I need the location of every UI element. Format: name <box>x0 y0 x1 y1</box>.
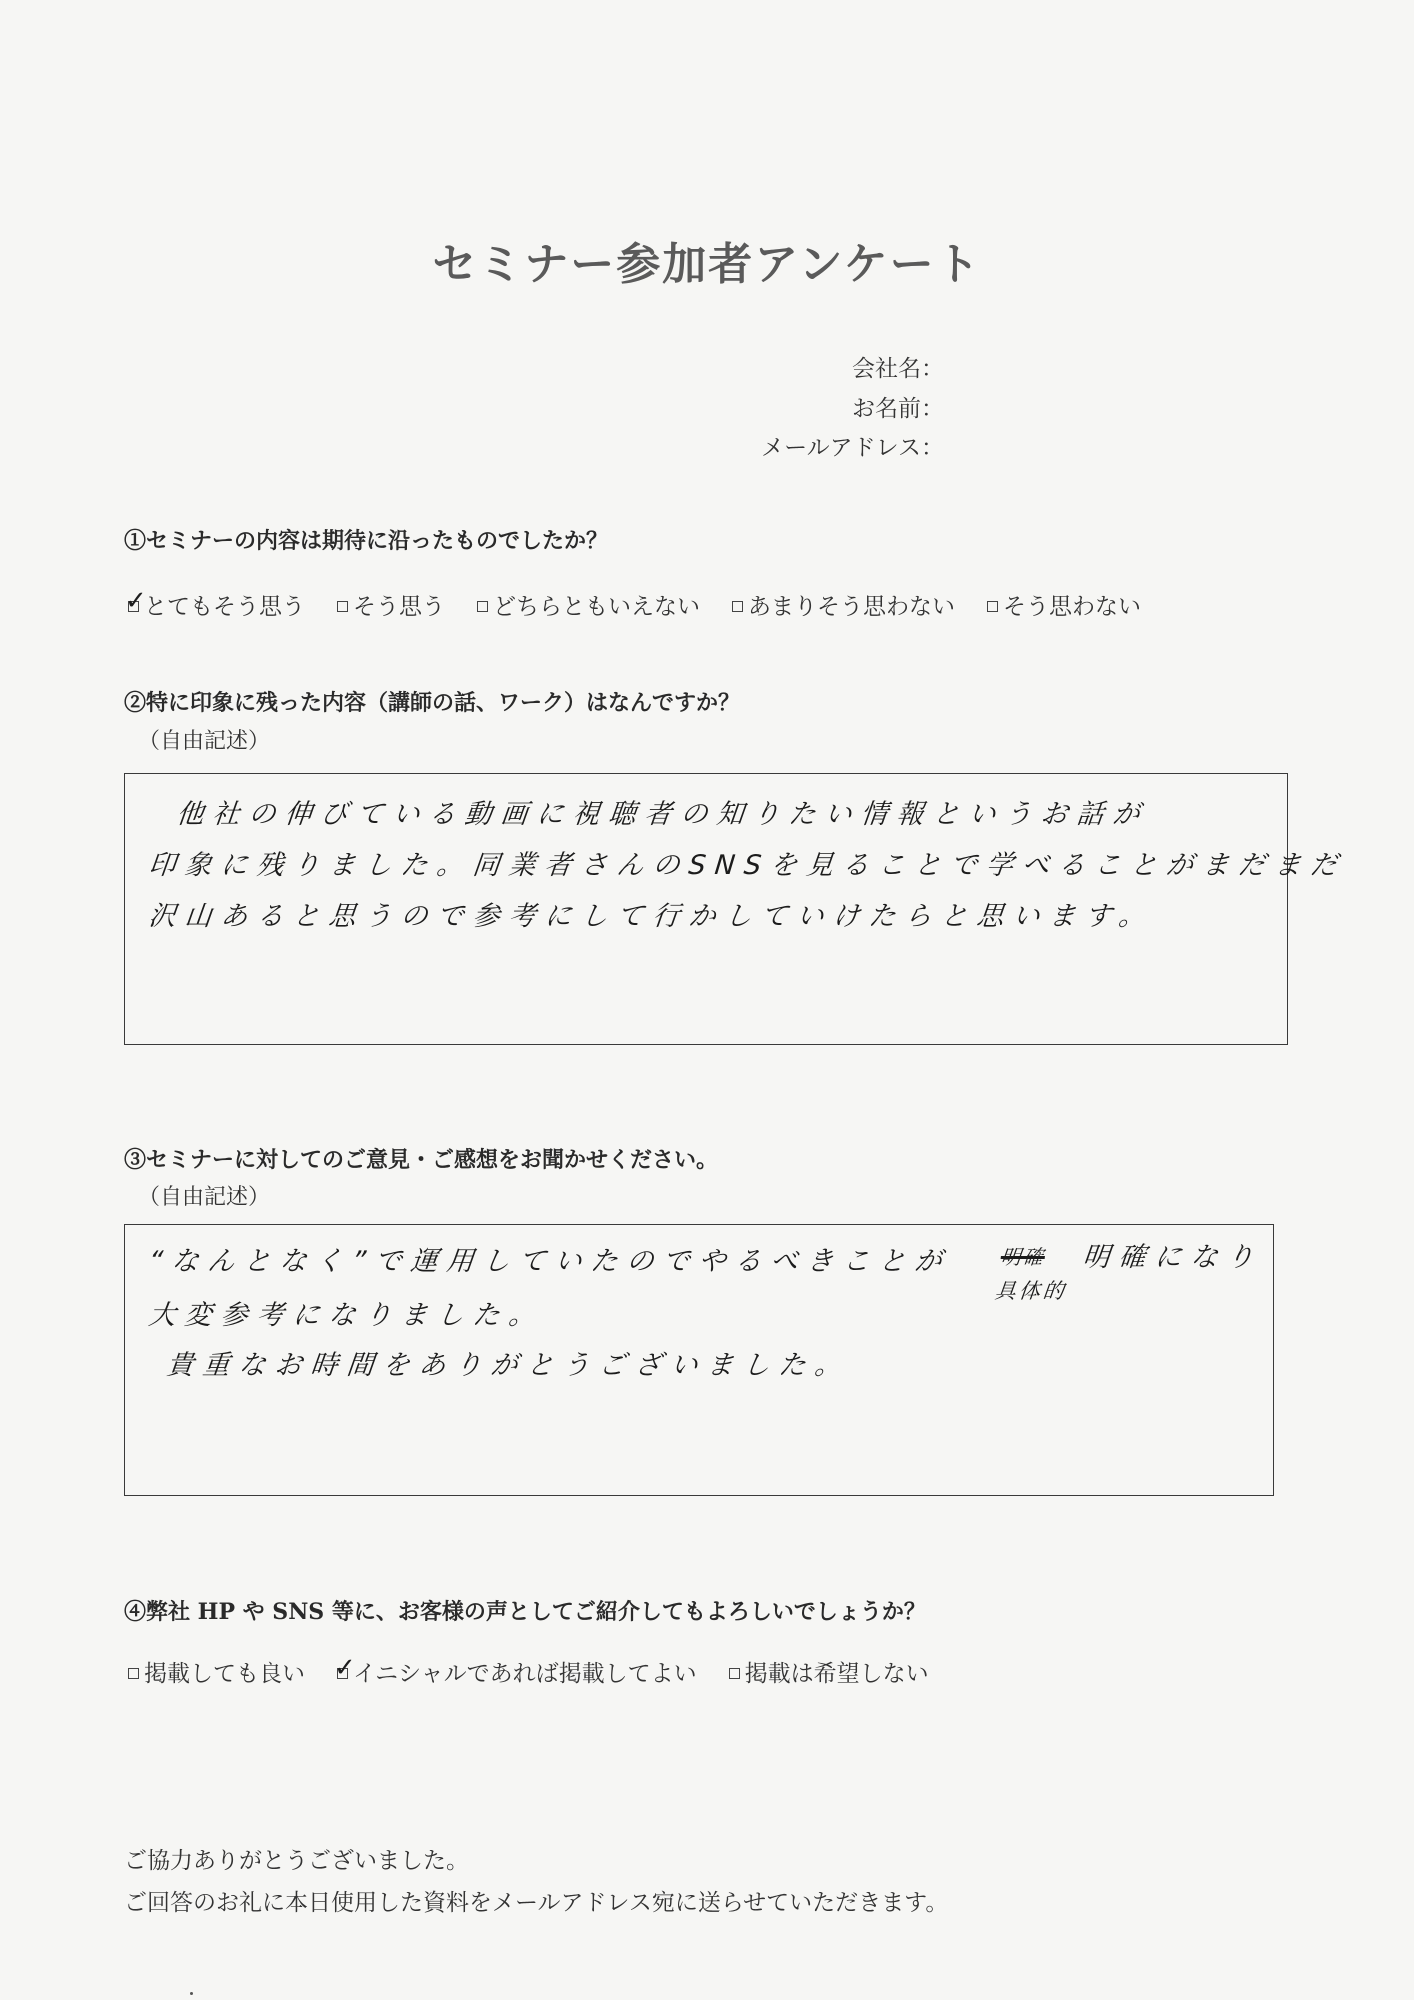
q2-answer-line-2: 印象に残りました。同業者さんのSNSを見ることで学べることがまだまだ <box>147 850 1348 881</box>
q1-option-5[interactable] <box>987 588 1141 621</box>
q1-option-label: とてもそう思う <box>144 594 305 620</box>
q4-option-label: 掲載は希望しない <box>744 1661 929 1687</box>
q2-answer-line-3: 沢山あると思うので参考にして行かしていけたらと思います。 <box>147 901 1157 932</box>
checkbox-icon[interactable] <box>477 601 488 612</box>
checkmark-icon: ✓ <box>334 1653 356 1683</box>
q1-option-2[interactable] <box>337 588 445 621</box>
q1-option-label: どちらともいえない <box>493 594 700 620</box>
q1-option-1[interactable] <box>125 586 305 621</box>
q4-option-label: 掲載しても良い <box>144 1661 305 1687</box>
checkbox-icon[interactable] <box>128 1668 139 1679</box>
checkmark-icon: ✓ <box>125 586 147 616</box>
q1-option-4[interactable] <box>732 588 955 621</box>
q1-options <box>125 586 1141 621</box>
q3-answer-box[interactable] <box>124 1224 1274 1496</box>
name-field-label: お名前： <box>852 396 944 422</box>
q3-answer-line-1: “なんとなく”で運用していたのでやるべきことが <box>147 1246 953 1277</box>
question-1: ①セミナーの内容は期待に沿ったものでしたか？ <box>124 528 609 554</box>
q2-answer-line-1: 他社の伸びている動画に視聴者の知りたい情報というお話が <box>175 799 1151 830</box>
question-3: ③セミナーに対してのご意見・ご感想をお聞かせください。 <box>124 1147 719 1173</box>
footer-note: ご回答のお礼に本日使用した資料をメールアドレス宛に送らせていただきます。 <box>124 1890 949 1916</box>
q4-option-1[interactable] <box>128 1655 305 1688</box>
checkbox-icon[interactable] <box>125 586 147 616</box>
q3-free-text-note: （自由記述） <box>138 1185 271 1210</box>
q3-answer-line-3: 貴重なお時間をありがとうございました。 <box>165 1350 853 1381</box>
checkbox-icon[interactable] <box>987 601 998 612</box>
checkbox-icon[interactable] <box>334 1653 356 1683</box>
footer-thanks: ご協力ありがとうございました。 <box>124 1848 469 1874</box>
q4-option-3[interactable] <box>729 1655 929 1688</box>
q1-option-3[interactable] <box>477 588 700 621</box>
q1-option-label: そう思う <box>353 594 445 620</box>
checkbox-icon[interactable] <box>729 1668 740 1679</box>
q2-free-text-note: （自由記述） <box>138 729 271 754</box>
q4-option-2[interactable] <box>334 1653 697 1688</box>
q1-option-label: あまりそう思わない <box>748 594 955 620</box>
checkbox-icon[interactable] <box>732 601 743 612</box>
q1-option-label: そう思わない <box>1003 594 1141 620</box>
q3-struck-word: 明確 <box>999 1245 1047 1269</box>
stray-mark <box>190 1992 193 1995</box>
company-field-label: 会社名： <box>852 356 944 382</box>
q3-answer-line-2: 大変参考になりました。 <box>147 1300 547 1331</box>
email-field-label: メールアドレス： <box>761 435 944 461</box>
q4-option-label: イニシャルであれば掲載してよい <box>353 1661 697 1687</box>
q3-answer-line-insert: 明確になり <box>1081 1242 1265 1273</box>
question-2: ②特に印象に残った内容（講師の話、ワーク）はなんですか？ <box>124 690 741 716</box>
q2-answer-box[interactable] <box>124 773 1348 1045</box>
q3-answer-inserted-word: 具体的 <box>993 1279 1069 1303</box>
q4-options <box>128 1655 929 1688</box>
page-title: セミナー参加者アンケート <box>432 239 982 290</box>
question-4: ④弊社 HP や SNS 等に、お客様の声としてご紹介してもよろしいでしょうか？ <box>124 1599 926 1625</box>
checkbox-icon[interactable] <box>337 601 348 612</box>
